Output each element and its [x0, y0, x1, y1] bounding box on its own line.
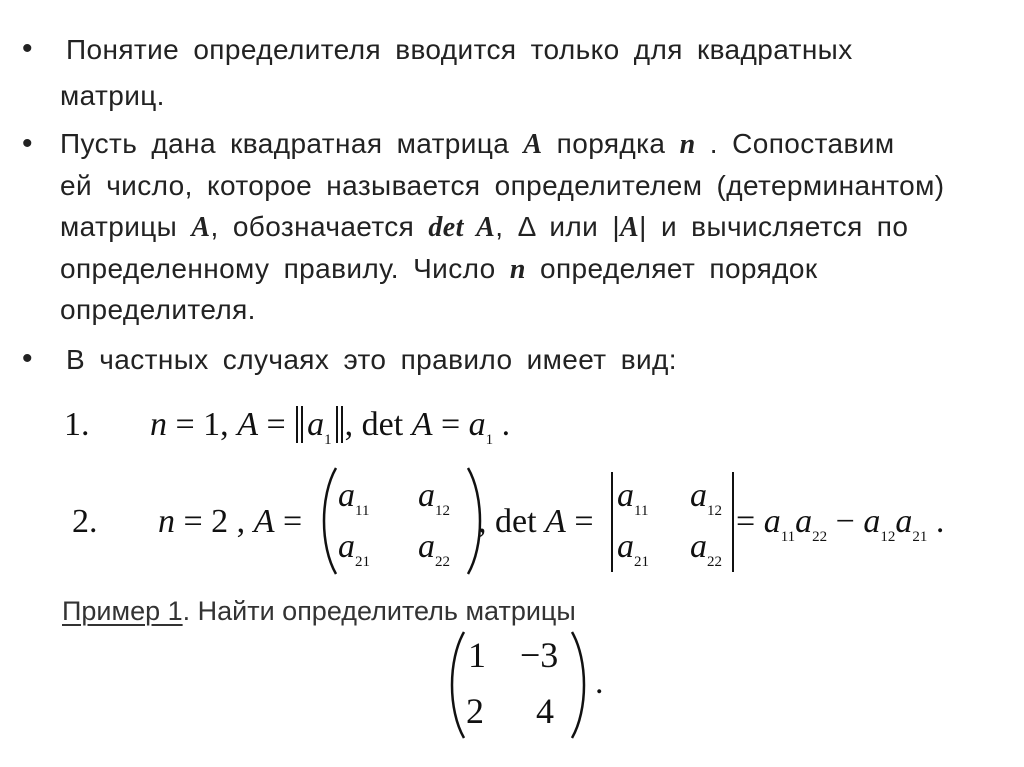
det-right-bar [732, 472, 734, 572]
text: Пусть дана квадратная матрица [60, 128, 524, 159]
formula-1-number: 1. [64, 406, 90, 443]
det-cell-a11 [617, 477, 649, 519]
det-symbol: det A [428, 212, 496, 243]
example-text: . Найти определитель матрицы [182, 596, 576, 626]
text: , обозначается [210, 211, 429, 242]
bullet-marker: • [22, 342, 33, 375]
A-symbol: A [253, 503, 275, 540]
subscript: 21 [634, 554, 649, 570]
formula-2-rhs [736, 503, 945, 545]
text: = 2 , [175, 503, 254, 540]
subscript: 1 [485, 432, 494, 448]
subscript: 11 [634, 503, 649, 519]
example-heading [62, 596, 576, 627]
a-symbol: a [617, 477, 634, 514]
matrix-cell-a11 [338, 477, 370, 519]
n-symbol: n [150, 406, 167, 443]
text: = [736, 503, 764, 540]
a-symbol: a [690, 477, 707, 514]
text: . Сопоставим [695, 128, 895, 159]
formula-2-lhs [158, 503, 302, 541]
text: . [493, 406, 511, 443]
text: , Δ или | [495, 211, 621, 242]
a-symbol: a [763, 503, 781, 540]
matrix-symbol: A [620, 212, 640, 243]
text: = [432, 406, 469, 443]
subscript: 11 [355, 503, 370, 519]
example-end-dot: . [595, 664, 604, 701]
subscript: 22 [435, 554, 450, 570]
subscript: 12 [435, 503, 450, 519]
a-symbol: a [617, 528, 634, 565]
example-cell-21: 2 [466, 691, 484, 731]
matrix-symbol: A [191, 212, 211, 243]
example-left-paren [446, 630, 468, 740]
formula-2-det [478, 503, 594, 541]
det-left-bar [611, 472, 613, 572]
a-symbol: a [690, 528, 707, 565]
bullet-2-line-3 [60, 211, 908, 244]
a-symbol: a [895, 503, 913, 540]
matrix-cell-a22 [418, 528, 450, 570]
text: = [565, 503, 594, 540]
a-symbol: a [795, 503, 813, 540]
A-symbol: A [411, 406, 433, 443]
bullet-2-line-2: ей число, которое называется определителем (детерминантом) [60, 170, 945, 201]
bullet-2-line-5: определителя. [60, 294, 256, 325]
subscript: 12 [880, 529, 896, 545]
det-cell-a12 [690, 477, 722, 519]
det-cell-a22 [690, 528, 722, 570]
example-cell-11: 1 [468, 635, 486, 675]
a-symbol: a [307, 406, 325, 443]
example-right-paren [568, 630, 590, 740]
left-paren [318, 466, 340, 576]
bullet-1-line-2: матриц. [60, 80, 165, 111]
bullet-1-line-1: Понятие определителя вводится только для квадратных [66, 34, 853, 65]
text: порядка [542, 128, 680, 159]
a-symbol: a [338, 477, 355, 514]
text: матрицы [60, 211, 192, 242]
formula-2-number: 2. [72, 503, 98, 540]
text: = 1, [167, 406, 238, 443]
text: | и вычисляется по [639, 211, 909, 242]
a-symbol: a [418, 477, 435, 514]
A-symbol: A [545, 503, 566, 540]
subscript: 21 [912, 529, 928, 545]
bullet-marker: • [22, 32, 33, 65]
order-symbol: n [679, 129, 696, 160]
text: определенному правилу. Число [60, 253, 510, 284]
text: = [257, 406, 295, 443]
text: , det [344, 406, 412, 443]
norm-inner [301, 406, 338, 448]
text: определяет порядок [525, 253, 818, 284]
a-symbol: a [338, 528, 355, 565]
subscript: 22 [812, 529, 828, 545]
example-cell-12: −3 [520, 635, 559, 675]
example-label: Пример 1 [62, 596, 183, 626]
subscript: 22 [707, 554, 722, 570]
bullet-marker: • [22, 127, 33, 160]
subscript: 1 [324, 432, 332, 448]
bullet-3-line-1: В частных случаях это правило имеет вид: [66, 344, 677, 375]
a-symbol: a [863, 503, 881, 540]
norm-bars [296, 406, 343, 448]
a-symbol: a [468, 406, 486, 443]
bullet-2-line-4 [60, 253, 818, 286]
text: . [927, 503, 945, 540]
subscript: 12 [707, 503, 722, 519]
formula-1 [150, 406, 511, 448]
det-cell-a21 [617, 528, 649, 570]
text: , det [478, 503, 546, 540]
example-cell-22: 4 [536, 691, 554, 731]
A-symbol: A [237, 406, 258, 443]
matrix-cell-a21 [338, 528, 370, 570]
order-symbol: n [509, 254, 526, 285]
a-symbol: a [418, 528, 435, 565]
matrix-symbol: A [523, 129, 543, 160]
bullet-2-line-1 [60, 128, 895, 161]
text: − [827, 503, 864, 540]
n-symbol: n [158, 503, 175, 540]
subscript: 21 [355, 554, 370, 570]
subscript: 11 [780, 529, 796, 545]
matrix-cell-a12 [418, 477, 450, 519]
text: = [274, 503, 303, 540]
